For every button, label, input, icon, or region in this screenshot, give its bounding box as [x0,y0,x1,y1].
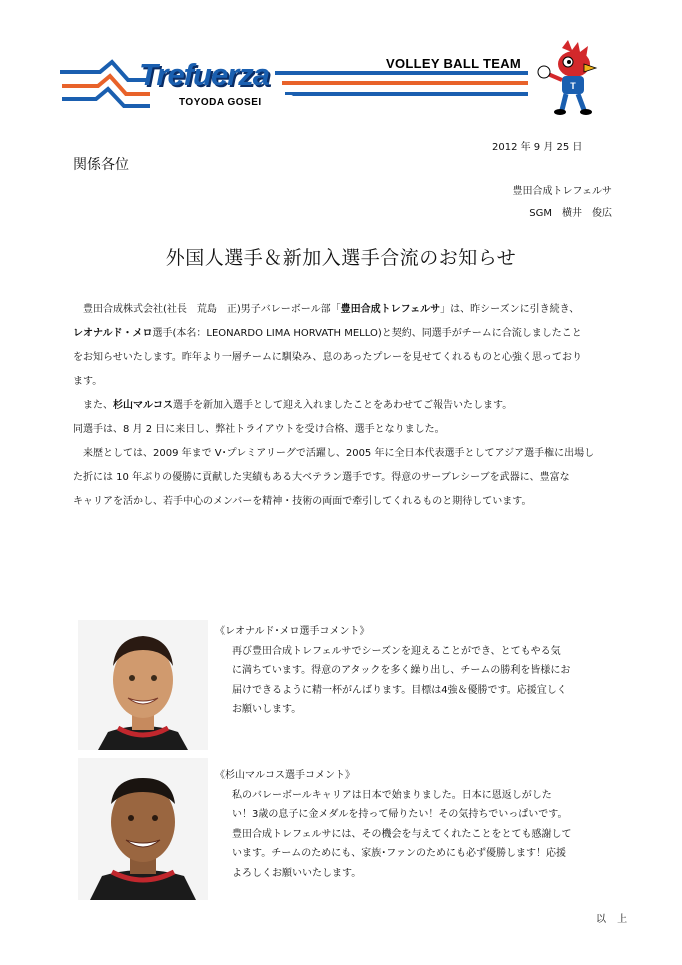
comment-line: います。チームのためにも、家族･ファンのためにも必ず優勝します！応援 [232,848,566,859]
comment-line: に満ちています。得意のアタックを多く繰り出し、チームの勝利を皆様にお [232,665,571,676]
letterhead [0,0,682,130]
document-date: 2012 年 9 月 25 日 [492,142,583,153]
player-photo-sugiyama [78,758,208,900]
body-line: レオナルド・メロ選手(本名：LEONARDO LIMA HORVATH MELLO)と契約、同選手がチームに合流しましたこと [73,328,582,339]
announcement-body [73,298,633,514]
sender-person: SGM 横井 俊広 [529,208,612,219]
comment-line: よろしくお願いいたします。 [232,867,362,879]
comment-line: 豊田合成トレフェルサには、その機会を与えてくれたことをとても感謝して [232,828,572,840]
body-line: た折には 10 年ぶりの優勝に貢献した実績もある大ベテラン選手です。得意のサーブレシーブを武器に、豊富な [73,472,570,483]
volleyball-team-label: VOLLEY BALL TEAM [386,56,522,71]
player-photo-melo [78,620,208,750]
body-line: 来歴としては、2009 年まで V･プレミアリーグで活躍し、2005 年に全日本代表選手としてアジア選手権に出場し [83,448,595,459]
comment-heading: 《レオナルド･メロ選手コメント》 [215,626,370,637]
comment-melo [215,622,645,720]
comment-line: 届けできるように精一杯がんばります。目標は4強＆優勝です。応援宜しく [232,684,567,696]
mascot-icon [532,38,608,116]
body-line: 豊田合成株式会社(社長 荒島 正)男子バレーボール部「豊田合成トレフェルサ」は、昨シーズンに引き続き、 [83,304,580,315]
svg-text:T: T [570,81,576,91]
page-title: 外国人選手＆新加入選手合流のお知らせ [165,247,517,269]
comment-line: 私のバレーボールキャリアは日本で始まりました。日本に恩返しがした [232,789,552,801]
team-name: Trefuerza [139,57,269,92]
comment-sugiyama [215,766,645,883]
body-line: ます。 [73,376,103,387]
body-line: キャリアを活かし、若手中心のメンバーを精神・技術の両面で牽引してくれるものと期待しています。 [73,496,532,507]
sender-org: 豊田合成トレフェルサ [512,186,612,197]
sponsor-name: TOYODA GOSEI [179,97,262,108]
body-line: をお知らせいたします。昨年より一層チームに馴染み、息のあったプレーを見せてくれるものと心強く思っており [73,352,582,363]
body-line: また、杉山マルコス選手を新加入選手として迎え入れましたことをあわせてご報告いたします。 [83,400,513,411]
recipient: 関係各位 [73,157,129,173]
comment-line: お願いします。 [232,704,302,715]
closing-mark: 以 上 [596,914,632,925]
comment-line: 再び豊田合成トレフェルサでシーズンを迎えることができ、とてもやる気 [232,645,561,657]
body-line: 同選手は、8 月 2 日に来日し、弊社トライアウトを受け合格、選手となりました。 [73,424,445,435]
comment-heading: 《杉山マルコス選手コメント》 [215,770,355,781]
comment-line: い！3歳の息子に金メダルを持って帰りたい！その気持ちでいっぱいです。 [232,809,568,820]
team-logo [135,55,295,113]
